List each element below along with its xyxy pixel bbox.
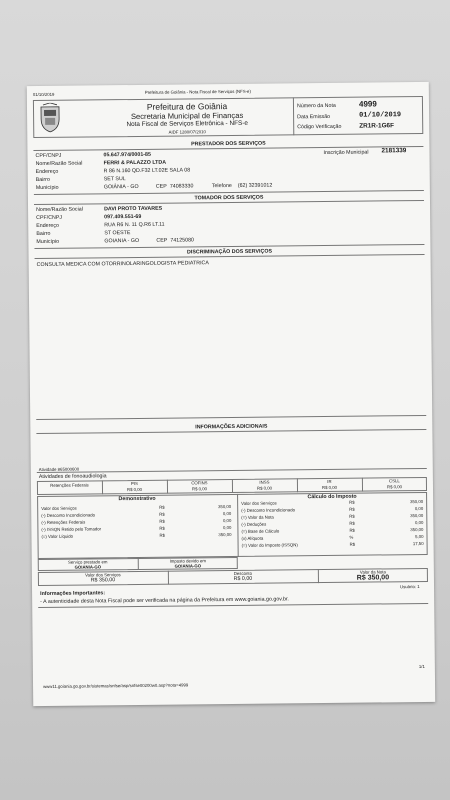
nfse-document [27, 82, 435, 706]
tomador-nome-label: Nome/Razão Social [36, 206, 83, 214]
calc-row-value: 350,00 [410, 526, 424, 533]
demo-row-cur: R$ [159, 525, 165, 531]
demo-row-value: 350,00 [217, 504, 232, 510]
inss-value: R$ 0,00 [256, 485, 273, 491]
tomador-mun-label: Município [36, 238, 60, 246]
calc-row-value: 0,00 [414, 505, 424, 512]
total-servicos: R$ 350,00 [90, 577, 116, 584]
tomador-cep-label: CEP [156, 237, 168, 244]
prestador-nome: FERRI & PALAZZO LTDA [103, 159, 167, 167]
calc-row-value: 350,00 [410, 512, 424, 519]
demo-row-label: (-) Retenções Federais [41, 519, 86, 525]
valor-nota-label: Valor da Nota [359, 569, 386, 575]
tomador-bairro: ST OESTE [104, 230, 131, 237]
codigo-label: Código Verificação [297, 123, 342, 131]
calc-row-cur: R$ [349, 527, 355, 533]
devido-value: GOIANIA-GO [174, 563, 202, 569]
csll-label: CSLL [389, 478, 400, 484]
usuario: Usuário: 1 [400, 584, 420, 590]
demo-row-cur: R$ [159, 504, 165, 510]
prestado-value: GOIANIA-GO [74, 564, 102, 570]
prestador-cnpj: 05.647.974/0001-85 [103, 151, 151, 159]
prestador-im-label: Inscrição Municipal [323, 149, 369, 157]
prestador-telefone: (62) 32391012 [237, 182, 273, 189]
demo-row-cur: R$ [159, 518, 165, 524]
demo-row-label: (=) Valor Líquido [41, 533, 74, 539]
valor-nota: R$ 350,00 [356, 574, 390, 582]
calc-row-cur: % [349, 534, 354, 540]
pis-value: R$ 0,00 [126, 486, 143, 493]
prestador-bairro-label: Bairro [35, 176, 50, 184]
calc-row-value: 5,00 [415, 533, 424, 540]
calc-row-label: Valor dos Serviços [241, 500, 277, 506]
calc-row-value: 350,00 [409, 498, 424, 505]
calc-row-value: 17,50 [412, 540, 424, 547]
print-date: 01/10/2019 [32, 91, 55, 98]
demo-row-cur: R$ [159, 532, 166, 538]
calc-row-cur: R$ [349, 499, 355, 505]
doc-title: Nota Fiscal de Serviços Eletrônica - NFS-e [126, 119, 248, 129]
calc-row-label: (=) Valor do Imposto (ISSQN) [241, 542, 298, 548]
tomador-nome: DAVI PROTO TAVARES [104, 205, 163, 213]
codigo-verificacao: ZR1R-1G6F [359, 122, 395, 130]
discriminacao-section-title: DISCRIMINAÇÃO DOS SERVIÇOS [186, 248, 273, 256]
prestador-cep-label: CEP [155, 183, 167, 190]
calc-row-cur: R$ [349, 541, 356, 547]
pis-label: PIS [130, 480, 138, 487]
prestador-tel-label: Telefone [211, 182, 232, 190]
demo-row-value: 350,00 [218, 532, 232, 538]
calc-row-cur: R$ [349, 520, 355, 526]
tomador-cpf: 097.409.551-69 [104, 213, 142, 221]
print-title: Prefeitura de Goiânia - Nota Fiscal de Serviços (NFS-e) [144, 88, 251, 95]
total-desconto-label: Desconto [233, 570, 252, 576]
discriminacao-texto: CONSULTA MEDICA COM OTORRINOLARINGOLOGISTA PEDIATRICA [36, 260, 209, 269]
ir-label: IR [327, 478, 332, 484]
demonstrativo-title: Demonstrativo [118, 495, 156, 503]
prestador-cnpj-label: CPF/CNPJ [35, 152, 62, 160]
demo-row-label: (-) Desconto Incondicionado [41, 512, 96, 518]
org-name: Prefeitura de Goiânia [146, 101, 228, 112]
importantes-text: - A autenticidade desta Nota Fiscal pode ser verificada na página da Prefeitura em www.goiania.go.gov.br. [40, 596, 289, 606]
footer-url: www11.goiania.go.gov.br/sistemas/snfse/asp/snfse00200w0.asp?nota=4999 [43, 682, 189, 689]
calc-row-label: (x) Alíquota [241, 535, 264, 541]
retencoes-federais-label: Retenções Federais [50, 482, 89, 488]
total-servicos-label: Valor dos Serviços [85, 572, 121, 578]
tomador-section-title: TOMADOR DOS SERVIÇOS [194, 194, 264, 202]
calc-row-label: (-) Desconto Incondicionado [241, 507, 295, 513]
prestador-mun-label: Município [35, 184, 59, 192]
calc-row-cur: R$ [349, 513, 355, 519]
calc-row-label: (-) Deduções [241, 521, 267, 527]
cofins-value: R$ 0,00 [191, 486, 208, 492]
aidf: AIDF 1280/07/2010 [168, 129, 206, 135]
prestador-cep: 74083330 [169, 183, 194, 190]
footer-page: 1/1 [418, 663, 425, 670]
prestador-im: 2181339 [381, 147, 407, 155]
info-section-title: INFORMAÇÕES ADICIONAIS [195, 423, 268, 431]
dept-name: Secretaria Municipal de Finanças [130, 110, 244, 122]
prestador-municipio: GOIÂNIA - GO [103, 183, 139, 191]
ir-value: R$ 0,00 [321, 484, 338, 491]
total-desconto: R$ 0,00 [233, 575, 253, 582]
atividade-desc: Atividades de fonoaudiologia [38, 473, 107, 481]
demo-row-label: Valor dos Serviços [41, 505, 77, 511]
inss-label: INSS [259, 479, 270, 485]
tomador-bairro-label: Bairro [36, 230, 51, 238]
devido-label: Imposto devido em [169, 558, 206, 564]
cofins-label: COFINS [191, 480, 208, 486]
importantes-title: Informações Importantes: [40, 590, 106, 598]
demo-row-value: 0,00 [222, 511, 232, 517]
calculo-title: Cálculo do Imposto [307, 493, 357, 501]
emissao-label: Data Emissão [297, 113, 331, 121]
numero-label: Número da Nota [296, 102, 336, 110]
atividade-code: Atividade 865000600 [38, 466, 80, 473]
tomador-municipio: GOIANIA - GO [104, 237, 140, 245]
csll-value: R$ 0,00 [386, 484, 403, 490]
prestador-nome-label: Nome/Razão Social [35, 160, 83, 168]
prestador-endereco: R 86 N.160 QD.F32 LT.02E SALA 08 [103, 167, 191, 175]
prestador-section-title: PRESTADOR DOS SERVIÇOS [191, 140, 266, 148]
tomador-endereco: RUA R6 N. 11 Q.R6 LT.11 [104, 221, 165, 229]
demo-row-value: 0,00 [222, 525, 232, 531]
numero-nota: 4999 [358, 99, 377, 109]
prestado-label: Serviço prestado em [68, 559, 108, 565]
prestador-bairro: SET SUL [103, 176, 126, 183]
calc-row-cur: R$ [349, 506, 355, 512]
tomador-cep: 74125080 [170, 237, 194, 244]
city-seal-icon [39, 103, 61, 133]
calc-row-label: (=) Valor da Nota [241, 514, 274, 520]
tomador-end-label: Endereço [36, 222, 59, 230]
calc-row-label: (=) Base de Cálculo [241, 528, 280, 534]
tomador-cpf-label: CPF/CNPJ [36, 214, 63, 222]
demo-row-label: (-) ISSQN Retido pelo Tomador [41, 526, 102, 532]
prestador-end-label: Endereço [35, 168, 59, 176]
calc-row-value: 0,00 [414, 519, 424, 526]
demo-row-value: 0,00 [222, 518, 232, 524]
demo-row-cur: R$ [159, 511, 165, 517]
data-emissao: 01/10/2019 [359, 111, 402, 120]
